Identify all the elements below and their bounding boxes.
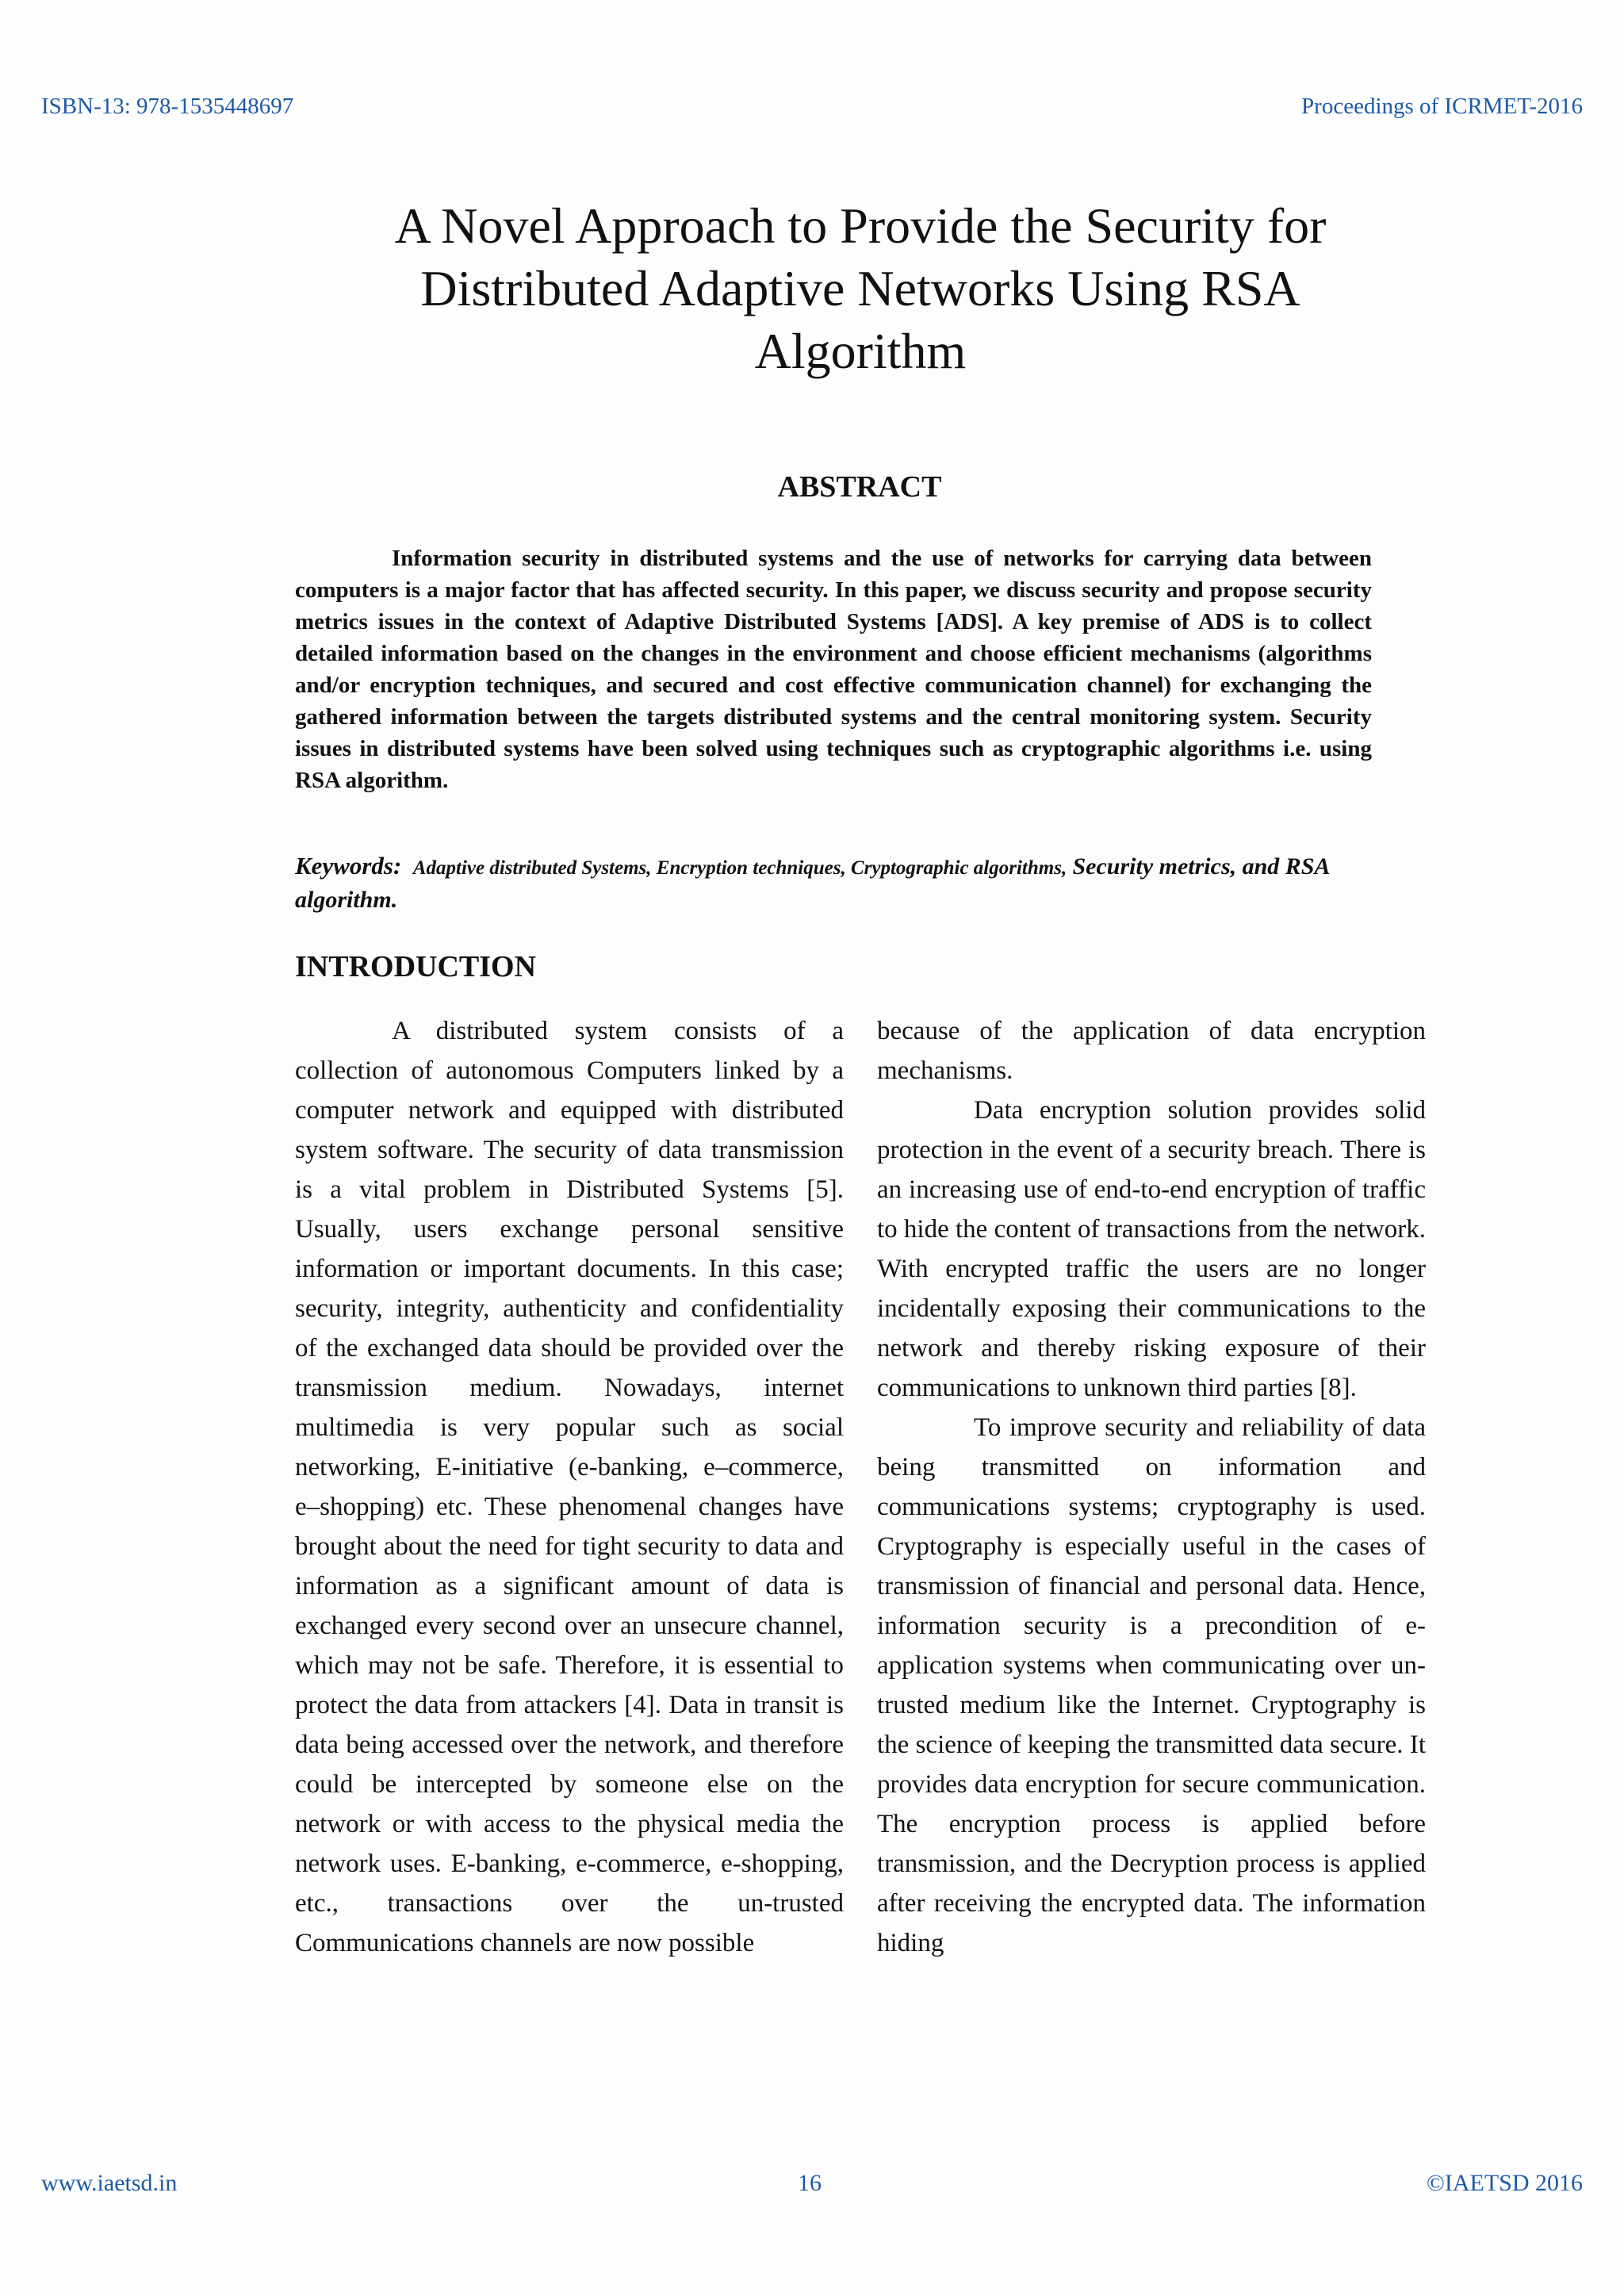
abstract-body: Information security in distributed systems and the use of networks for carrying data between computers is a major factor that has affected security. In this paper, we discuss security and propose security metrics issues in the context of Adaptive Distributed Systems [ADS]. A key premise of ADS is to collect detailed information based on the changes in the environment and choose efficient mechanisms (algorithms and/or encryption techniques, and secured and cost effective communication channel) for exchanging the gathered information between the targets distributed systems and the central monitoring system. Security issues in distributed systems have been solved using techniques such as cryptographic algorithms i.e. using RSA algorithm. <box>295 546 1372 793</box>
introduction-heading: INTRODUCTION <box>295 950 537 983</box>
paragraph: Data encryption solution provides solid protection in the event of a security breach. There is an increasing use of end-to-end encryption of traffic to hide the content of transactions from the network. With encrypted traffic the users are no longer incidentally exposing their communications to the network and thereby risking exposure of their communications to unknown third parties [8]. <box>877 1096 1426 1402</box>
paragraph: A distributed system consists of a collection of autonomous Computers linked by a computer network and equipped with distributed system software. The security of data transmission is a vital problem in Distributed Systems [5]. Usually, users exchange personal sensitive information or important documents. In this case; security, integrity, authenticity and confidentiality of the exchanged data should be provided over the transmission medium. Nowadays, internet multimedia is very popular such as social networking, E-initiative (e-banking, e–commerce, e–shopping) etc. These phenomenal changes have brought about the need for tight security to data and information as a significant amount of data is exchanged every second over an unsecure channel, which may not be safe. Therefore, it is essential to protect the data from attackers [4]. Data in transit is data being accessed over the network, and therefore could be intercepted by someone else on the network or with access to the physical media the network uses. E-banking, e-commerce, e-shopping, etc., transactions over the un-trusted Communications channels are now possible <box>295 1017 844 1957</box>
abstract-heading: ABSTRACT <box>777 470 942 504</box>
paper-title <box>297 194 1424 382</box>
left-column <box>295 1011 844 1963</box>
paragraph: To improve security and reliability of data being transmitted on information and communications systems; cryptography is used. Cryptography is especially useful in the cases of transmission of financial and personal data. Hence, information security is a precondition of e-application systems when communicating over un-trusted medium like the Internet. Cryptography is the science of keeping the transmitted data secure. It provides data encryption for secure communication. The encryption process is applied before transmission, and the Decryption process is applied after receiving the encrypted data. The information hiding <box>877 1413 1426 1957</box>
paper-title-line: Distributed Adaptive Networks Using RSA <box>420 260 1300 316</box>
keywords-text-tail: Security metrics, and RSA algorithm. <box>295 853 1329 913</box>
footer-copyright: ©IAETSD 2016 <box>1427 2170 1583 2196</box>
page-number: 16 <box>798 2170 822 2196</box>
paper-title-line: A Novel Approach to Provide the Security for <box>394 197 1327 254</box>
keywords <box>295 850 1424 916</box>
keywords-text: Adaptive distributed Systems, Encryption techniques, Cryptographic algorithms, <box>412 857 1067 879</box>
paper-title-line: Algorithm <box>754 323 967 379</box>
right-column <box>877 1011 1426 1963</box>
paragraph: because of the application of data encryption mechanisms. <box>877 1017 1426 1085</box>
proceedings-header: Proceedings of ICRMET-2016 <box>1301 94 1583 119</box>
keywords-label: Keywords: <box>295 852 402 880</box>
isbn-header: ISBN-13: 978-1535448697 <box>41 94 294 119</box>
footer-website-link[interactable]: www.iaetsd.in <box>41 2170 178 2196</box>
